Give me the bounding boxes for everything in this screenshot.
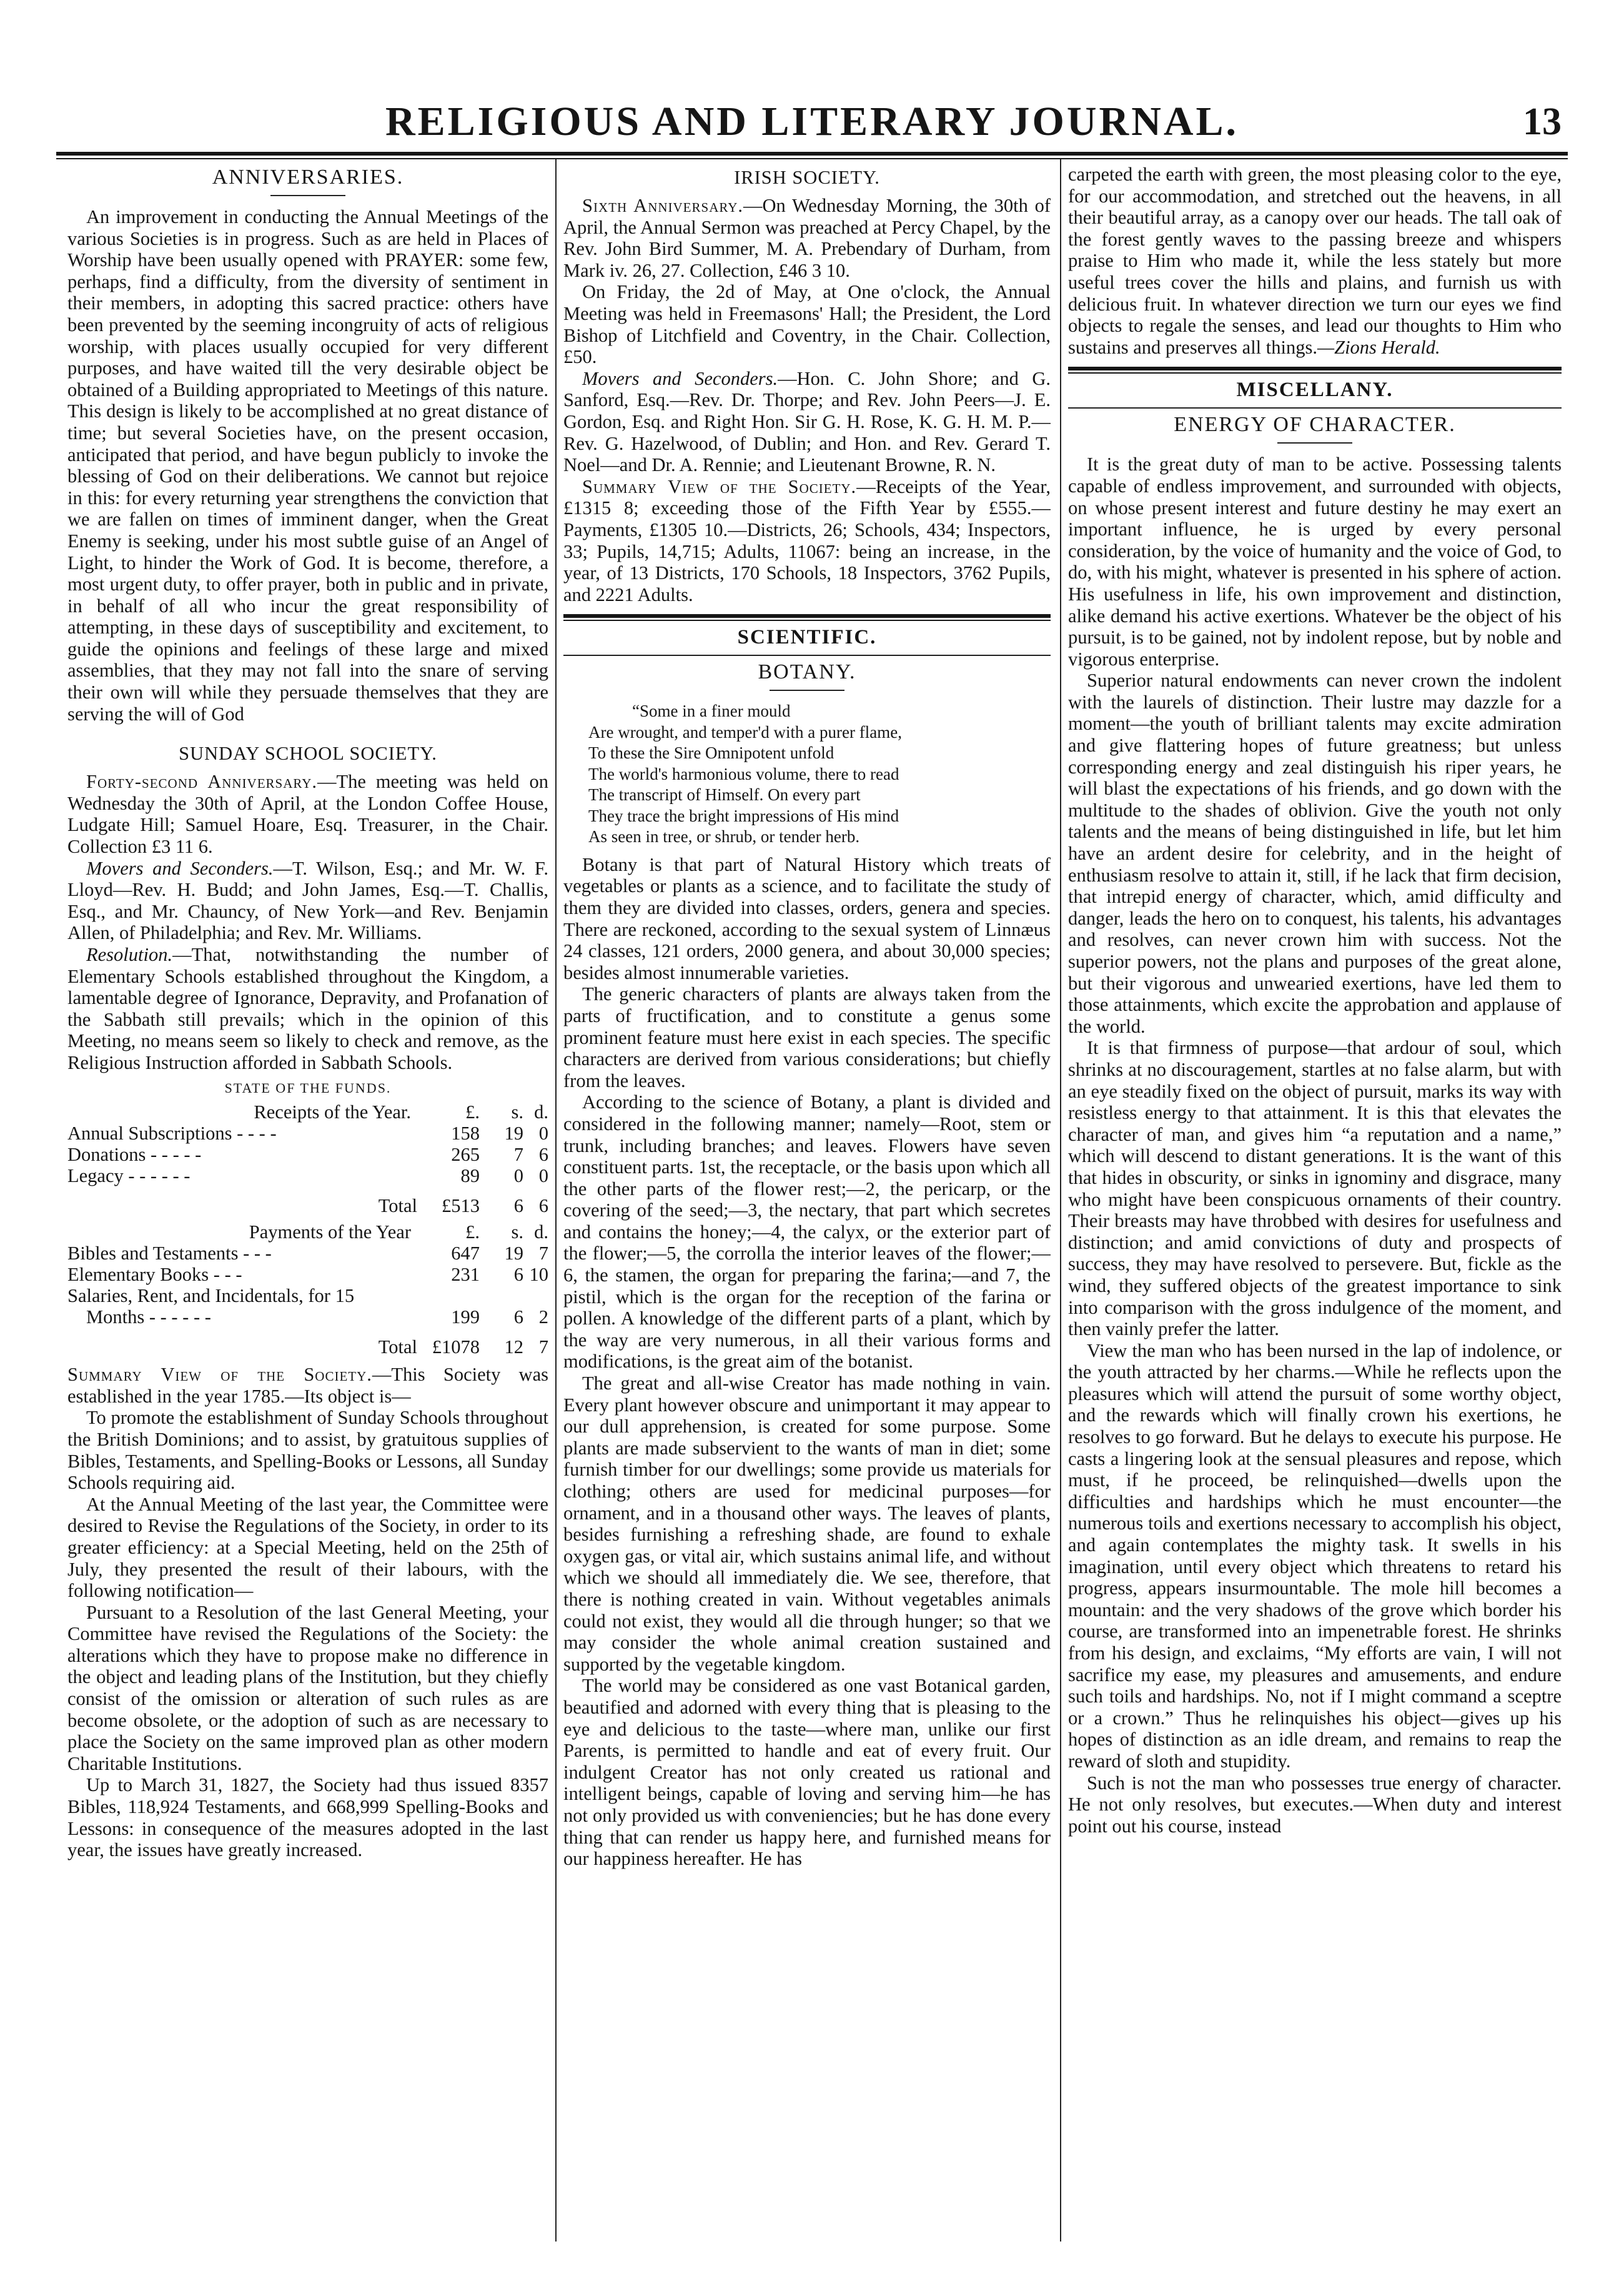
pounds-value: 231 <box>451 1264 480 1286</box>
pounds-value <box>423 1285 480 1306</box>
shillings-value: 19 <box>504 1123 523 1144</box>
article-paragraph: View the man who has been nursed in the lap of indolence, or the youth attracted by her charms.—While he reflects upon the pleasures which will attend the pursuit of some worthy object, and the rewards which will finally crown his exertions, he resolves to go forward. But he delays to execute his purpose. He casts a lingering look at the sensual pleasures and repose, which must, if he proceed, be relinquished—dwells upon the difficulties and hardships which he must encounter—the numerous toils and exertions necessary to accomplish his object, and again contemplates the mighty task. It swells in his imagination, until every object which threatens to retard his progress, appears insurmountable. The mole hill becomes a mountain: and the very shadows of the grove which border his course, are transformed into an impenetrable forest. He shrinks from his design, and exclaims, “My efforts are vain, I will not sacrifice my ease, my pleasures and amusements, and endure such toils and hardships. No, not if I might command a sceptre or a crown.” Thus he relinquishes his object—gives up his hopes of distinction as an idle dream, and remains to reap the reward of sloth and stupidity. <box>1068 1339 1562 1772</box>
row-label: Elementary Books - - - <box>67 1264 242 1286</box>
pound-column-header: £. <box>465 1101 480 1123</box>
row-label: Salaries, Rent, and Incidentals, for 15 <box>67 1285 355 1307</box>
shillings-value <box>480 1285 523 1306</box>
section-heading-scientific: SCIENTIFIC. <box>737 626 877 649</box>
poem-line: Are wrought, and temper'd with a purer flame, <box>588 722 902 742</box>
table-header-row <box>67 1221 548 1243</box>
divider <box>563 655 1051 656</box>
paragraph-text: —On Wednesday Morning, the 30th of April, the Annual Sermon was preached at Percy Chapel, by the Rev. John Bird Summer, M. A. Prebendary of Durham, from Mark iv. 26, 27. Collection, £46 3 10. <box>563 195 1051 281</box>
summary-paragraph <box>563 476 1051 606</box>
paragraph-text: —The meeting was held on Wednesday the 30th of April, at the London Coffee House, Ludgate Hill; Samuel Hoare, Esq. Treasurer, in the Chair. Collection £3 11 6. <box>67 771 548 858</box>
divider <box>1068 407 1562 409</box>
table-header-row <box>67 1101 548 1123</box>
column-divider <box>1060 159 1061 2242</box>
pence-value: 0 <box>538 1165 548 1187</box>
row-label: Bibles and Testaments - - - <box>67 1243 272 1264</box>
paragraph-text: —That, notwithstanding the number of Elementary Schools established throughout the Kingdom, a lamentable degree of Ignorance, Depravity, and Profanation of the Sabbath still prevails; which in the opinion of this Meeting, no means seem so likely to check and remove, as the Religious Instruction afforded in Sabbath Schools. <box>67 944 548 1073</box>
section-rule <box>563 614 1051 621</box>
pounds-value: 199 <box>451 1306 480 1328</box>
table-row <box>67 1306 548 1328</box>
header-rule <box>56 152 1568 159</box>
receipts-header: Receipts of the Year. <box>254 1101 411 1123</box>
row-label: Months - - - - - - <box>86 1306 211 1328</box>
shillings-value: 12 <box>504 1336 523 1358</box>
payments-table <box>67 1221 548 1358</box>
forty-second-anniversary-paragraph <box>67 771 548 857</box>
botany-paragraph: According to the science of Botany, a plant is divided and considered in the following manner; namely—Root, stem or trunk, including branches; and leaves. Flowers have seven constituent parts. 1st, the receptacle, or the basis upon which all the other parts of the flower rest;—2, the pericarp, or the covering of the seed;—3, the nectary, that part which secretes and contains the honey;—4, the calyx, or the exterior part of the flower;—5, the corrolla the interior leaves of the flower;—6, the stamen, the organ for preparing the farina;—and 7, the pistil, which is the organ for the reception of the farina or pollen. A knowledge of the different parts of a plant, which by the way are very numerous, in all their various forms and modifications, is the great aim of the botanist. <box>563 1091 1051 1373</box>
shilling-column-header: s. <box>511 1221 523 1243</box>
column-1 <box>67 164 548 2242</box>
pounds-value: 89 <box>460 1165 480 1187</box>
poem-line: To these the Sire Omnipotent unfold <box>588 743 834 763</box>
movers-paragraph <box>563 368 1051 476</box>
botany-paragraph: The world may be considered as one vast Botanical garden, beautified and adorned with every thing that is pleasing to the eye and delicious to the taste—where man, unlike our first Parents, is permitted to handle and eat of every fruit. Our indulgent Creator has not only created us rational and intelligent beings, capable of loving and serving him—he has not only provided us with conveniencies; but he has done every thing that can render us happy here, and furnished means for our happiness hereafter. He has <box>563 1675 1051 1870</box>
divider <box>770 690 844 691</box>
poem-line: As seen in tree, or shrub, or tender herb. <box>588 827 860 847</box>
source-credit: —Zions Herald. <box>1317 336 1440 358</box>
payments-header: Payments of the Year <box>249 1221 411 1243</box>
section-heading-miscellany: MISCELLANY. <box>1236 379 1394 402</box>
total-label: Total <box>378 1195 417 1217</box>
article-paragraph: It is that firmness of purpose—that ardour of soul, which shrinks at no discouragement, startles at no false alarm, but with an eye steadily fixed on the object of pursuit, marks its way with resistless energy to that attainment. It is this that elevates the character of man, and gives him “a reputation and a name,” which will descend to distant generations. It is the want of this that hides in obscurity, or sinks in ignominy and disgrace, many who might have been conspicuous ornaments of their country. Their breasts may have throbbed with desires for usefulness and distinction; and amid convictions of duty and prospects of success, they may have resolved to persevere. But, fickle as the wind, they suffered objects of the greatest importance to sink into comparison with the gross indulgence of the moment, and then vainly prefer the latter. <box>1068 1037 1562 1340</box>
pence-value <box>523 1285 548 1306</box>
pence-value: 6 <box>538 1144 548 1166</box>
issues-paragraph: Up to March 31, 1827, the Society had thus issued 8357 Bibles, 118,924 Testaments, and 668,999 Spelling-Books and Lessons: in consequence of the measures adopted in the last year, the issues have greatly increased. <box>67 1774 548 1861</box>
annual-meeting-paragraph: At the Annual Meeting of the last year, the Committee were desired to Revise the Regulations of the Society, in order to its greater efficiency: at a Special Meeting, held on the 25th of July, they presented the result of their labours, with the following notification— <box>67 1493 548 1602</box>
pence-value: 10 <box>529 1264 548 1286</box>
poem-line: The world's harmonious volume, there to read <box>588 764 899 783</box>
poem-line: The transcript of Himself. On every part <box>588 785 861 805</box>
section-heading-anniversaries: ANNIVERSARIES. <box>212 166 404 189</box>
shillings-value: 6 <box>513 1264 523 1286</box>
article-paragraph: Such is not the man who possesses true energy of character. He not only resolves, but executes.—When duty and interest point out his course, instead <box>1068 1772 1562 1837</box>
annual-meeting-paragraph: On Friday, the 2d of May, at One o'clock, the Annual Meeting was held in Freemasons' Hall; the President, the Lord Bishop of Litchfield and Coventry, in the Chair. Collection, £50. <box>563 281 1051 368</box>
shilling-column-header: s. <box>511 1101 523 1123</box>
article-paragraph: Superior natural endowments can never crown the indolent with the laurels of distinction. Their lustre may dazzle for a moment—the youth of brilliant talents may excite admiration and give flattering hopes of future greatness; but unless corresponding energy and zeal distinguish his riper years, he will blast the expectations of his friends, and go down with the multitude to the shades of oblivion. Give the youth not only talents and the means of being distinguished in life, but let him have an ardent desire for celebrity, and in the height of enthusiasm resolve to attain it, still, if he lack that firm decision, that intrepid energy of character, which, amid difficulty and danger, leads the hero on to conquest, his talents, his advantages and resolves, can never crown him with success. Not the superior powers, not the plans and purposes of the great alone, but their vigorous and unwearied exertions, have led them to those attainments, which excite the approbation and applause of the world. <box>1068 670 1562 1037</box>
table-total-row <box>67 1186 548 1216</box>
run-in-label: Sixth Anniversary. <box>582 195 743 216</box>
total-label: Total <box>378 1336 417 1358</box>
resolution-paragraph <box>67 944 548 1074</box>
paragraph-text: carpeted the earth with green, the most pleasing color to the eye, for our accommodation, and stretched out the heavens, in all their beautiful array, as a canopy over our heads. The tall oak of the forest gently waves to the passing breeze and whispers praise to Him who made it, while the less stately but more useful trees cover the hills and plains, and furnish us with delicious fruit. In whatever direction we turn our eyes we find objects to regale the senses, and lead our thoughts to Him who sustains and preserves all things. <box>1068 164 1562 358</box>
botany-paragraph: Botany is that part of Natural History which treats of vegetables or plants as a science, and to facilitate the study of them they are divided into classes, orders, genera and species. There are reckoned, according to the sexual system of Linnæus 24 classes, 121 orders, 2000 genera, and about 30,000 species; besides almost innumerable varieties. <box>563 853 1051 983</box>
pence-value: 0 <box>538 1123 548 1144</box>
column-3 <box>1068 164 1562 2242</box>
receipts-table <box>67 1101 548 1216</box>
movers-paragraph <box>67 858 548 944</box>
table-row <box>67 1144 548 1165</box>
section-rule <box>1068 367 1562 374</box>
row-label: Legacy - - - - - - <box>67 1165 191 1187</box>
epigraph-poem <box>563 701 1051 848</box>
pence-value: 2 <box>538 1306 548 1328</box>
table-total-row <box>67 1328 548 1358</box>
pounds-value: £1078 <box>432 1336 480 1358</box>
run-in-label: Summary View of the Society. <box>582 475 857 497</box>
table-row <box>67 1165 548 1186</box>
pence-value: 7 <box>538 1336 548 1358</box>
shillings-value: 6 <box>513 1195 523 1217</box>
pounds-value: 265 <box>451 1144 480 1166</box>
summary-paragraph <box>67 1364 548 1407</box>
paragraph-text: —This Society was established in the year 1785.—Its object is— <box>67 1364 548 1407</box>
pence-column-header: d. <box>534 1221 548 1243</box>
sixth-anniversary-paragraph <box>563 195 1051 281</box>
shillings-value: 6 <box>513 1306 523 1328</box>
run-in-label: Movers and Seconders. <box>86 857 274 879</box>
row-label: Annual Subscriptions - - - - <box>67 1123 277 1144</box>
table-row <box>67 1285 548 1306</box>
botany-continuation-paragraph <box>1068 164 1562 358</box>
divider <box>1277 442 1352 444</box>
pound-column-header: £. <box>465 1221 480 1243</box>
pence-value: 6 <box>538 1195 548 1217</box>
pounds-value: £513 <box>442 1195 480 1217</box>
journal-title: RELIGIOUS AND LITERARY JOURNAL. <box>385 99 1239 144</box>
botany-paragraph: The great and all-wise Creator has made nothing in vain. Every plant however obscure and unimportant it may appear to our dull apprehension, is created for some purpose. Some plants are made subservient to the wants of man in diet; some furnish timber for our dwellings; some provide us materials for clothing; others are used for medicinal purposes—for ornament, and in a thousand other ways. The leaves of plants, besides furnishing a refreshing shade, are found to exhale oxygen gas, or vital air, which sustains animal life, and without which we should all immediately die. We see, therefore, that there is nothing created in vain. Without vegetables animals could not exist, they would all die through hunger; so that we may consider the whole animal creation sustained and supported by the vegetable kingdom. <box>563 1373 1051 1675</box>
section-heading-sunday-school: SUNDAY SCHOOL SOCIETY. <box>179 743 437 765</box>
paragraph-text: —T. Wilson, Esq.; and Mr. W. F. Lloyd—Rev. H. Budd; and John James, Esq.—T. Challis, Esq., and Mr. Chauncy, of New York—and Rev. Benjamin Allen, of Philadelphia; and Rev. Mr. Williams. <box>67 857 548 944</box>
article-heading-energy-of-character: ENERGY OF CHARACTER. <box>1174 413 1456 437</box>
pounds-value: 647 <box>451 1243 480 1264</box>
object-paragraph: To promote the establishment of Sunday Schools throughout the British Dominions; and to assist, by gratuitous supplies of Bibles, Testaments, and Spelling-Books or Lessons, all Sunday Schools requiring aid. <box>67 1407 548 1494</box>
paragraph-text: —Receipts of the Year, £1315 8; exceeding those of the Fifth Year by £555.—Payments, £1305 10.—Districts, 26; Schools, 434; Inspectors, 33; Pupils, 14,715; Adults, 11067: being an increase, in the year, of 13 Districts, 170 Schools, 18 Inspectors, 3762 Pupils, and 2221 Adults. <box>563 475 1051 605</box>
divider <box>270 195 345 196</box>
table-row <box>67 1243 548 1264</box>
column-2 <box>563 164 1051 2242</box>
row-label: Donations - - - - - <box>67 1144 202 1166</box>
run-in-label: Summary View of the Society. <box>67 1364 372 1386</box>
botany-paragraph: The generic characters of plants are always taken from the parts of fructification, and to constitute a genus some prominent feature must here exist in each species. The specific characters are derived from various considerations; but chiefly from the leaves. <box>563 983 1051 1091</box>
pence-column-header: d. <box>534 1101 548 1123</box>
poem-line: “Some in a finer mould <box>632 702 791 721</box>
pursuant-paragraph: Pursuant to a Resolution of the last General Meeting, your Committee have revised the Regulations of the Society: the alterations which they have to propose make no difference in the object and leading plans of the Institution, but they chiefly consist of the omission or alteration of such rules as are become obsolete, or the adoption of such as are necessary to place the Society on the same improved plan as other modern Charitable Institutions. <box>67 1601 548 1774</box>
pounds-value: 158 <box>451 1123 480 1144</box>
run-in-label: Resolution. <box>86 944 173 965</box>
shillings-value: 19 <box>504 1243 523 1264</box>
anniversaries-paragraph: An improvement in conducting the Annual Meetings of the various Societies is in progress. Such as are held in Places of Worship have been usually opened with PRAYER: some few, perhaps, find a difficulty, from the diversity of sentiment in their members, in adopting this sacred practice: others have been prevented by the seeming incongruity of acts of religious worship, with places usually occupied for very different purposes, and have waited till the very desirable object be obtained of a Building appropriated to Meetings of this nature. This design is likely to be accomplished at no great distance of time; but several Societies have, on the present occasion, anticipated that period, and have begun publicly to invoke the blessing of God on their deliberations. We cannot but rejoice in this: for every returning year strengthens the conviction that we are fallen on times of imminent danger, when the Great Enemy is seeking, under his most subtle guise of an Angel of Light, to hinder the Work of God. It is become, therefore, a most urgent duty, to offer prayer, both in public and in private, in behalf of all who incur the great responsibility of attempting, in these days of susceptibility and excitement, to guide the opinions and feelings of these large and mixed assemblies, that they may not fall into the snare of serving their own will while they persuade themselves that they are serving the will of God <box>67 206 548 725</box>
shillings-value: 7 <box>513 1144 523 1166</box>
shillings-value: 0 <box>513 1165 523 1187</box>
page-number: 13 <box>1523 101 1562 143</box>
funds-table-title: STATE OF THE FUNDS. <box>224 1080 392 1096</box>
article-paragraph: It is the great duty of man to be active. Possessing talents capable of endless improvement, and surrounded with objects, on whose present interest and future destiny he may exert an important influence, he is urged by every personal consideration, by the voice of humanity and the voice of God, to do, with his might, whatever is presented in his sphere of action. His usefulness in life, his own improvement and distinction, alike demand his active exertions. Whatever be the object of his pursuit, is to be gained, not by indolent repose, but by noble and vigorous enterprise. <box>1068 454 1562 670</box>
run-in-label: Movers and Seconders. <box>582 367 778 389</box>
paragraph-text: —Hon. C. John Shore; and G. Sanford, Esq.—Rev. Dr. Thorpe; and Rev. John Peers—J. E. Gordon, Esq. and Right Hon. Sir G. H. Rose, K. G. H. M. P.—Rev. G. Hazelwood, of Dublin; and Hon. and Rev. Gerard T. Noel—and Dr. A. Rennie; and Lieutenant Browne, R. N. <box>563 367 1051 476</box>
run-in-label: Forty-second Anniversary. <box>86 771 318 793</box>
poem-line: They trace the bright impressions of His mind <box>588 806 899 825</box>
table-row <box>67 1123 548 1144</box>
column-divider <box>555 159 557 2242</box>
article-heading-botany: BOTANY. <box>758 660 856 684</box>
section-heading-irish-society: IRISH SOCIETY. <box>734 167 880 188</box>
pence-value: 7 <box>538 1243 548 1264</box>
table-row <box>67 1264 548 1285</box>
